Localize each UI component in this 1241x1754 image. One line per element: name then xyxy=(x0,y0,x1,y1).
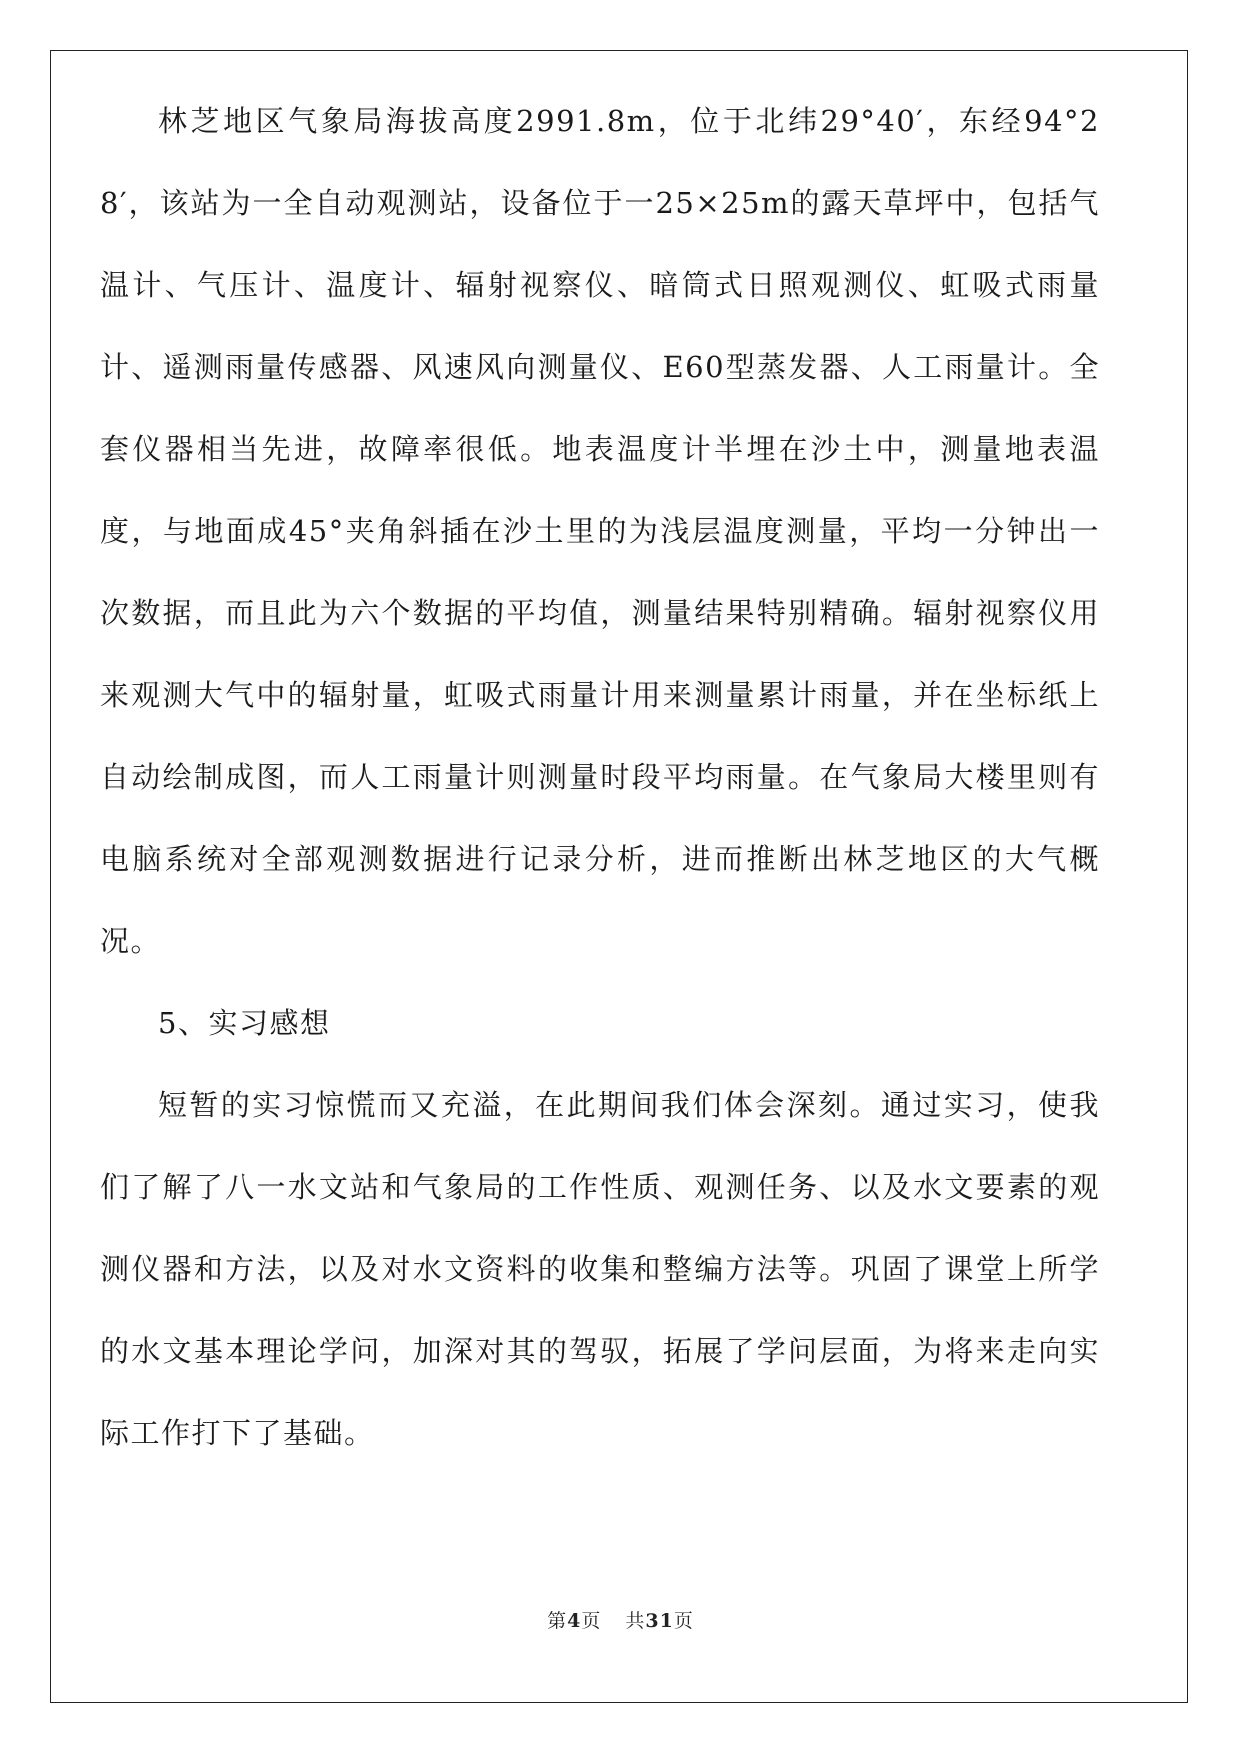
section-heading-internship-reflections: 5、实习感想 xyxy=(158,1006,331,1040)
total-suffix: 页 xyxy=(673,1610,694,1632)
document-body xyxy=(100,80,1100,1474)
page-suffix: 页 xyxy=(581,1610,602,1632)
page-number: 4 xyxy=(567,1610,582,1632)
total-prefix: 共 xyxy=(625,1610,646,1632)
page-prefix: 第 xyxy=(547,1610,568,1632)
paragraph-weather-station: 林芝地区气象局海拔高度2991.8m，位于北纬29°40′，东经94°28′，该站为一全自动观测站，设备位于一25×25m的露天草坪中，包括气温计、气压计、温度计、辐射视察仪、暗筒式日照观测仪、虹吸式雨量计、遥测雨量传感器、风速风向测量仪、E60型蒸发器、人工雨量计。全套仪器相当先进，故障率很低。地表温度计半埋在沙土中，测量地表温度，与地面成45°夹角斜插在沙土里的为浅层温度测量，平均一分钟出一次数据，而且此为六个数据的平均值，测量结果特别精确。辐射视察仪用来观测大气中的辐射量，虹吸式雨量计用来测量累计雨量，并在坐标纸上自动绘制成图，而人工雨量计则测量时段平均雨量。在气象局大楼里则有电脑系统对全部观测数据进行记录分析，进而推断出林芝地区的大气概况。 xyxy=(100,104,1100,958)
page-footer xyxy=(0,1606,1241,1633)
total-pages: 31 xyxy=(645,1610,674,1632)
paragraph-reflections: 短暂的实习惊慌而又充溢，在此期间我们体会深刻。通过实习，使我们了解了八一水文站和气象局的工作性质、观测任务、以及水文要素的观测仪器和方法，以及对水文资料的收集和整编方法等。巩固了课堂上所学的水文基本理论学问，加深对其的驾驭，拓展了学问层面，为将来走向实际工作打下了基础。 xyxy=(100,1088,1100,1450)
